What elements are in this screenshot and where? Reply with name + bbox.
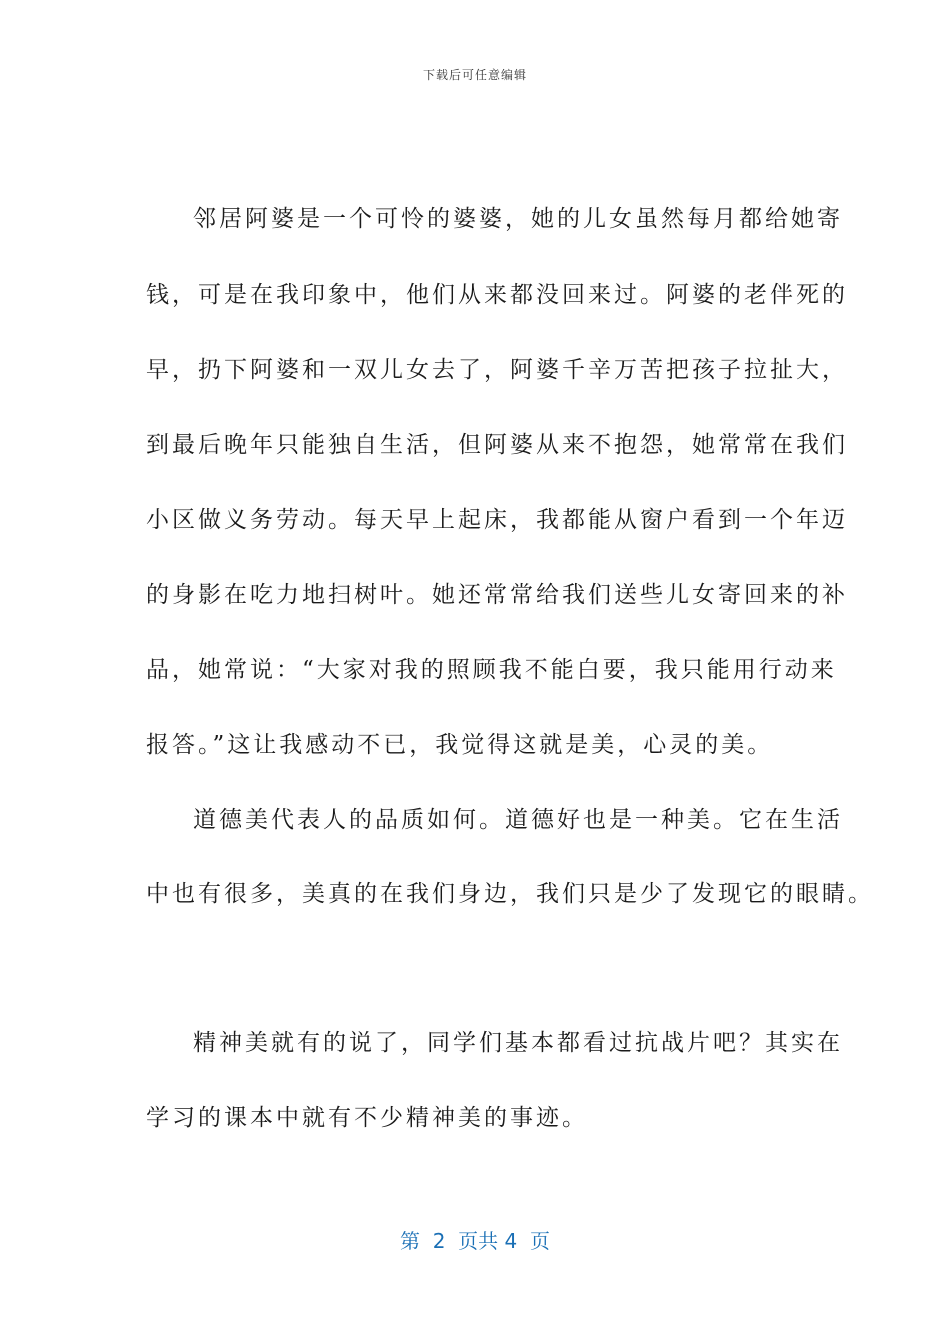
text-line: 到最后晚年只能独自生活，但阿婆从来不抱怨，她常常在我们 [146,432,848,458]
text-line: 精神美就有的说了，同学们基本都看过抗战片吧？其实在 [193,1030,843,1056]
text-line: 邻居阿婆是一个可怜的婆婆，她的儿女虽然每月都给她寄 [193,206,843,232]
text-line: 小区做义务劳动。每天早上起床，我都能从窗户看到一个年迈 [146,507,848,533]
text-line: 学习的课本中就有不少精神美的事迹。 [146,1105,588,1131]
text-line: 品，她常说：“大家对我的照顾我不能白要，我只能用行动来 [146,657,837,683]
page-header: 下载后可任意编辑 [422,68,527,82]
text-line: 早，扔下阿婆和一双儿女去了，阿婆千辛万苦把孩子拉扯大， [146,357,848,383]
text-line: 报答。”这让我感动不已，我觉得这就是美，心灵的美。 [146,732,774,758]
text-line: 中也有很多，美真的在我们身边，我们只是少了发现它的眼睛。 [146,881,874,907]
text-line: 钱，可是在我印象中，他们从来都没回来过。阿婆的老伴死的 [146,282,848,308]
page-number-footer: 第 2 页共 4 页 [400,1229,550,1253]
text-line: 道德美代表人的品质如何。道德好也是一种美。它在生活 [193,807,843,833]
text-line: 的身影在吃力地扫树叶。她还常常给我们送些儿女寄回来的补 [146,582,848,608]
